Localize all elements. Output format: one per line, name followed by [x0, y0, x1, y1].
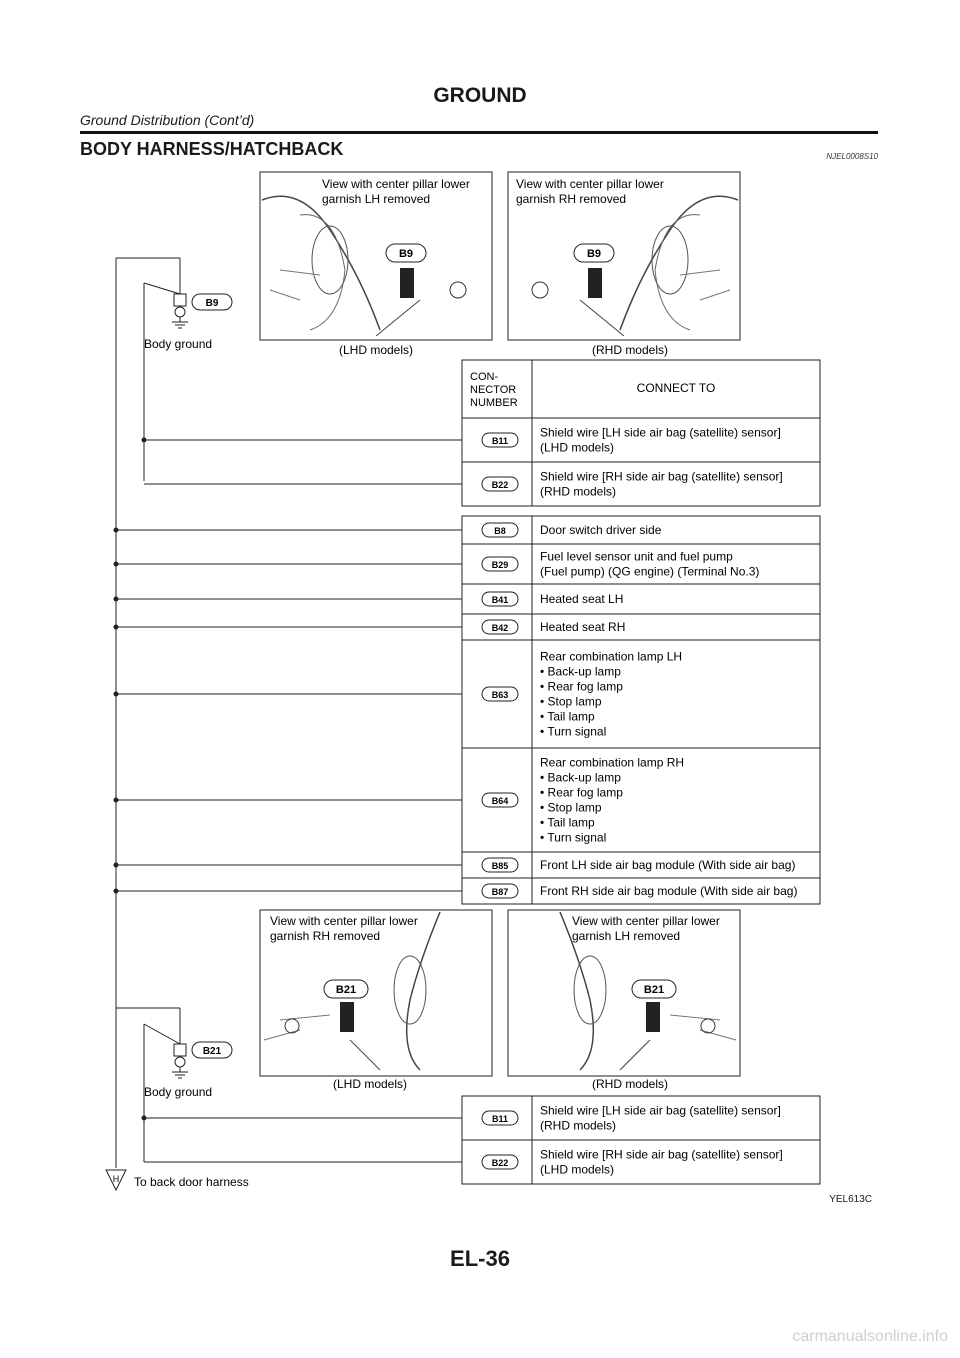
svg-text:B21: B21 — [643, 984, 665, 996]
body-ground-label-bottom: Body ground — [144, 1085, 213, 1099]
connect-to-text: • Rear fog lamp — [540, 785, 623, 800]
page-header-title: GROUND — [433, 84, 527, 107]
top-loop-stub — [144, 283, 180, 294]
svg-text:View with center pillar lower: View with center pillar lower — [572, 914, 720, 928]
connect-to-text: Heated seat LH — [540, 592, 624, 606]
connect-to-text: • Turn signal — [540, 830, 607, 845]
connect-to-text: Shield wire [LH side air bag (satellite) sensor] — [540, 425, 781, 440]
page-header-subtitle: Ground Distribution (Cont’d) — [80, 112, 255, 128]
connector-number: B63 — [491, 690, 509, 700]
svg-text:B9: B9 — [586, 248, 602, 260]
connector-number: B42 — [491, 623, 509, 633]
splice-dot — [114, 798, 119, 803]
table-row — [114, 516, 821, 544]
splice-dot — [114, 692, 119, 697]
connect-to-text: Shield wire [RH side air bag (satellite) sensor] — [540, 469, 783, 484]
photo-bottom-rhd — [508, 910, 740, 1091]
connect-to-text: • Back-up lamp — [540, 770, 621, 785]
svg-text:B9: B9 — [205, 298, 219, 309]
table-header — [462, 360, 820, 418]
harness-label: To back door harness — [134, 1175, 249, 1189]
splice-dot — [142, 438, 147, 443]
connector-number: B11 — [491, 436, 509, 446]
splice-dot — [114, 625, 119, 630]
connect-to-text: • Tail lamp — [540, 815, 595, 830]
connect-to-text: Front LH side air bag module (With side air bag) — [540, 858, 796, 872]
svg-text:NUMBER: NUMBER — [470, 397, 518, 409]
photo-top-lhd — [260, 172, 492, 357]
connect-to-text: • Stop lamp — [540, 800, 602, 815]
connector-number: B8 — [494, 526, 506, 536]
splice-dot — [114, 528, 119, 533]
model-label: (LHD models) — [332, 1077, 408, 1091]
svg-text:View with center pillar lower: View with center pillar lower — [322, 177, 470, 191]
svg-text:NECTOR: NECTOR — [470, 384, 517, 396]
connector-number: B11 — [491, 1114, 509, 1124]
page-number: EL-36 — [450, 1246, 510, 1271]
svg-text:H: H — [112, 1174, 120, 1184]
splice-dot — [114, 597, 119, 602]
svg-text:B21: B21 — [335, 984, 357, 996]
connect-to-text: (Fuel pump) (QG engine) (Terminal No.3) — [540, 564, 760, 579]
section-title: BODY HARNESS/HATCHBACK — [80, 139, 344, 159]
connector-number: B22 — [491, 480, 509, 490]
harness-end-tag — [106, 1170, 249, 1190]
svg-text:garnish RH removed: garnish RH removed — [270, 929, 381, 943]
connect-to-text: Shield wire [LH side air bag (satellite) sensor] — [540, 1103, 781, 1118]
svg-text:garnish RH removed: garnish RH removed — [516, 192, 627, 206]
figure-code: YEL613C — [829, 1194, 872, 1205]
svg-text:garnish LH removed: garnish LH removed — [322, 192, 431, 206]
table-row — [114, 878, 821, 904]
table-row — [114, 852, 821, 878]
ground-symbol-top — [172, 294, 188, 328]
connect-to-text: (LHD models) — [540, 1162, 615, 1177]
connector-tag-b9 — [192, 294, 232, 310]
photo-top-rhd — [508, 172, 740, 357]
connector-number: B85 — [491, 861, 509, 871]
table-row — [144, 462, 820, 506]
model-label: (RHD models) — [591, 1077, 669, 1091]
table-row — [114, 584, 821, 614]
table-row — [142, 1096, 821, 1140]
connect-to-text: Rear combination lamp RH — [540, 755, 685, 770]
connect-to-text: • Tail lamp — [540, 709, 595, 724]
section-code: NJEL0008S10 — [826, 152, 878, 161]
connector-number: B64 — [491, 796, 509, 806]
connect-to-text: (RHD models) — [540, 1118, 617, 1133]
connector-number: B22 — [491, 1158, 509, 1168]
svg-text:View with center pillar lower: View with center pillar lower — [516, 177, 664, 191]
connector-number: B41 — [491, 595, 509, 605]
splice-dot — [142, 1116, 147, 1121]
watermark: carmanualsonline.info — [792, 1328, 948, 1345]
splice-dot — [114, 889, 119, 894]
body-ground-label-top: Body ground — [144, 337, 213, 351]
photo-bottom-lhd — [260, 910, 492, 1091]
table-row — [142, 418, 821, 462]
connect-to-text: Front RH side air bag module (With side air bag) — [540, 884, 798, 898]
svg-text:B21: B21 — [202, 1046, 222, 1057]
splice-dot — [114, 562, 119, 567]
connect-to-text: Fuel level sensor unit and fuel pump — [540, 549, 733, 564]
table-row — [114, 614, 821, 640]
connect-to-text: (RHD models) — [540, 484, 617, 499]
connect-to-text: • Rear fog lamp — [540, 679, 623, 694]
connect-to-text: • Stop lamp — [540, 694, 602, 709]
connector-number: B87 — [491, 887, 509, 897]
connect-to-text: • Back-up lamp — [540, 664, 621, 679]
connect-to-text: • Turn signal — [540, 724, 607, 739]
table-row — [114, 640, 821, 748]
connector-tag-b21 — [192, 1042, 232, 1058]
model-label: (LHD models) — [338, 343, 414, 357]
svg-text:CONNECT TO: CONNECT TO — [636, 381, 716, 395]
table-row — [114, 748, 821, 852]
connector-number: B29 — [491, 560, 509, 570]
connect-to-text: Rear combination lamp LH — [540, 649, 683, 664]
svg-text:garnish LH removed: garnish LH removed — [572, 929, 681, 943]
connect-to-text: (LHD models) — [540, 440, 615, 455]
connect-to-text: Shield wire [RH side air bag (satellite) sensor] — [540, 1147, 783, 1162]
bottom-loop-stub — [144, 1024, 180, 1044]
svg-text:B9: B9 — [398, 248, 414, 260]
svg-text:CON-: CON- — [470, 371, 499, 383]
connect-to-text: Door switch driver side — [540, 523, 662, 537]
connect-to-text: Heated seat RH — [540, 620, 626, 634]
splice-dot — [114, 863, 119, 868]
svg-text:View with center pillar lower: View with center pillar lower — [270, 914, 418, 928]
table-row — [114, 544, 821, 584]
ground-symbol-bottom — [172, 1044, 188, 1078]
model-label: (RHD models) — [591, 343, 669, 357]
